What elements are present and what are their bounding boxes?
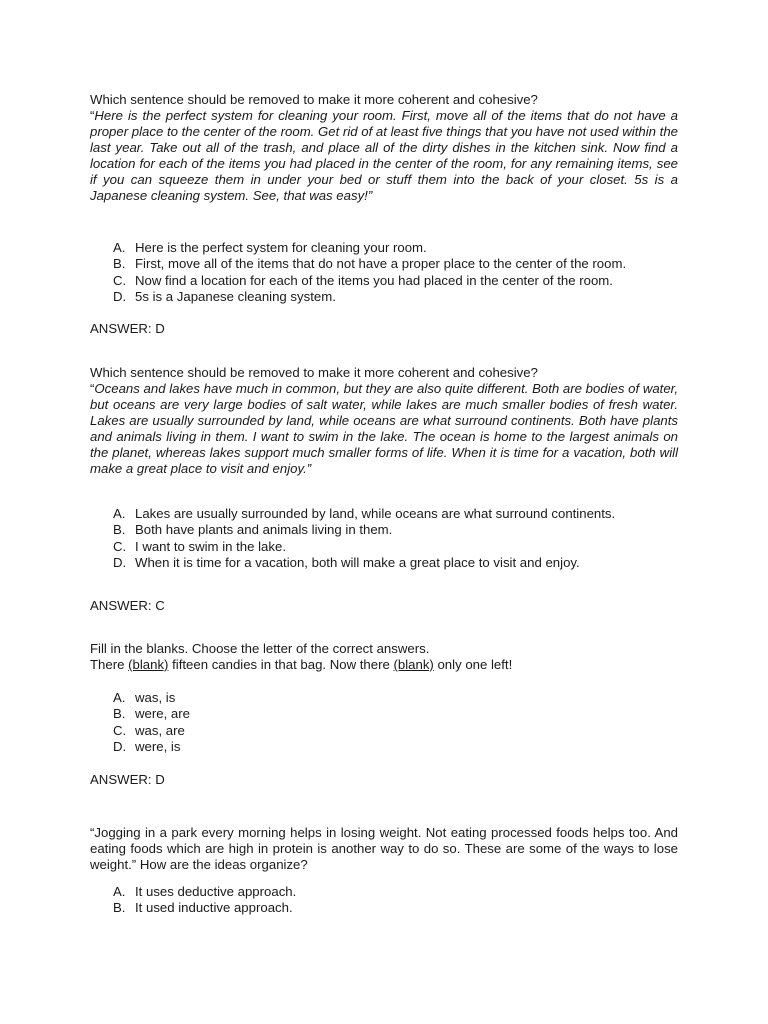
option-text: were, are: [135, 706, 190, 722]
option-letter: B.: [113, 256, 126, 272]
option-letter: C.: [113, 272, 127, 288]
question-prompt: Which sentence should be removed to make it more coherent and cohesive?: [90, 92, 538, 107]
option-b: [113, 256, 626, 272]
question-2: [90, 365, 678, 477]
option-text: was, is: [135, 690, 176, 705]
option-letter: B.: [113, 522, 126, 538]
option-text: First, move all of the items that do not have a proper place to the center of the room.: [135, 256, 627, 272]
question-4: [90, 825, 678, 873]
option-letter: C.: [113, 722, 127, 738]
option-a: [113, 506, 615, 522]
option-a: [113, 884, 296, 900]
question-passage: [90, 381, 678, 477]
option-text: When it is time for a vacation, both will make a great place to visit and enjoy.: [135, 554, 580, 570]
blank-marker: (blank): [393, 657, 434, 672]
options-list: [113, 690, 190, 755]
passage-text: Here is the perfect system for cleaning your room. First, move all of the items that do not have a proper place to the center of the room. Get rid of at least five things that you have not used within the last year. Take out all of the trash, and place all of the dirty dishes in the kitchen sink. Now find a location for each of the items you had placed in the center of the room, for any remaining items, see if you can squeeze them in under your bed or stuff them into the back of your closet. 5s is a Japanese cleaning system. See, that was easy!”: [90, 108, 678, 203]
option-a: [113, 240, 626, 256]
option-d: [113, 289, 626, 305]
option-b: [113, 522, 615, 538]
option-letter: B.: [113, 706, 126, 722]
option-c: [113, 539, 615, 555]
option-letter: D.: [113, 288, 127, 304]
option-text: Now find a location for each of the items you had placed in the center of the room.: [135, 272, 613, 288]
option-letter: C.: [113, 538, 127, 554]
sentence-part: only one left!: [433, 657, 513, 672]
question-passage: [90, 108, 678, 204]
option-letter: A.: [113, 240, 126, 255]
options-list: [113, 240, 626, 305]
blank-marker: (blank): [128, 657, 169, 672]
option-text: 5s is a Japanese cleaning system.: [135, 288, 336, 304]
option-c: [113, 723, 190, 739]
answer-line: ANSWER: D: [90, 321, 165, 336]
answer-line: ANSWER: D: [90, 772, 165, 787]
quote-mark: “: [90, 381, 95, 396]
answer-line: ANSWER: C: [90, 598, 165, 613]
option-letter: D.: [113, 738, 127, 754]
options-list: [113, 884, 296, 917]
sentence-part: There: [90, 657, 129, 672]
sentence-part: fifteen candies in that bag. Now there: [168, 657, 394, 672]
question-prompt: Which sentence should be removed to make it more coherent and cohesive?: [90, 365, 538, 380]
option-b: [113, 706, 190, 722]
option-letter: B.: [113, 900, 126, 916]
option-c: [113, 273, 626, 289]
question-passage: “Jogging in a park every morning helps in losing weight. Not eating processed foods helps too. And eating foods which are high in protein is another way to do so. These are some of the ways to lose weight.” How are the ideas organize?: [90, 825, 678, 872]
quote-mark: “: [90, 108, 95, 123]
passage-text: Oceans and lakes have much in common, but they are also quite different. Both are bodies of water, but oceans are very large bodies of salt water, while lakes are much smaller bodies of fresh water. Lakes are usually surrounded by land, while oceans are what surround continents. Both have plants and animals living in them. I want to swim in the lake. The ocean is home to the largest animals on the planet, whereas lakes support much smaller forms of life. When it is time for a vacation, both will make a great place to visit and enjoy.”: [90, 381, 678, 476]
question-3: [90, 641, 678, 673]
option-d: [113, 555, 615, 571]
question-1: [90, 92, 678, 204]
option-letter: A.: [113, 690, 126, 705]
option-letter: A.: [113, 506, 126, 521]
option-letter: D.: [113, 554, 127, 570]
option-text: Here is the perfect system for cleaning your room.: [135, 240, 427, 255]
option-text: Lakes are usually surrounded by land, while oceans are what surround continents.: [135, 506, 616, 521]
question-prompt: Fill in the blanks. Choose the letter of the correct answers.: [90, 641, 430, 656]
option-b: [113, 900, 296, 916]
option-a: [113, 690, 190, 706]
option-d: [113, 739, 190, 755]
options-list: [113, 506, 615, 571]
option-text: It uses deductive approach.: [135, 884, 297, 899]
fill-blank-sentence: [90, 657, 678, 673]
option-text: Both have plants and animals living in them.: [135, 522, 393, 538]
option-text: were, is: [135, 738, 181, 754]
option-text: It used inductive approach.: [135, 900, 293, 916]
option-text: was, are: [135, 722, 185, 738]
option-letter: A.: [113, 884, 126, 899]
option-text: I want to swim in the lake.: [135, 538, 286, 554]
